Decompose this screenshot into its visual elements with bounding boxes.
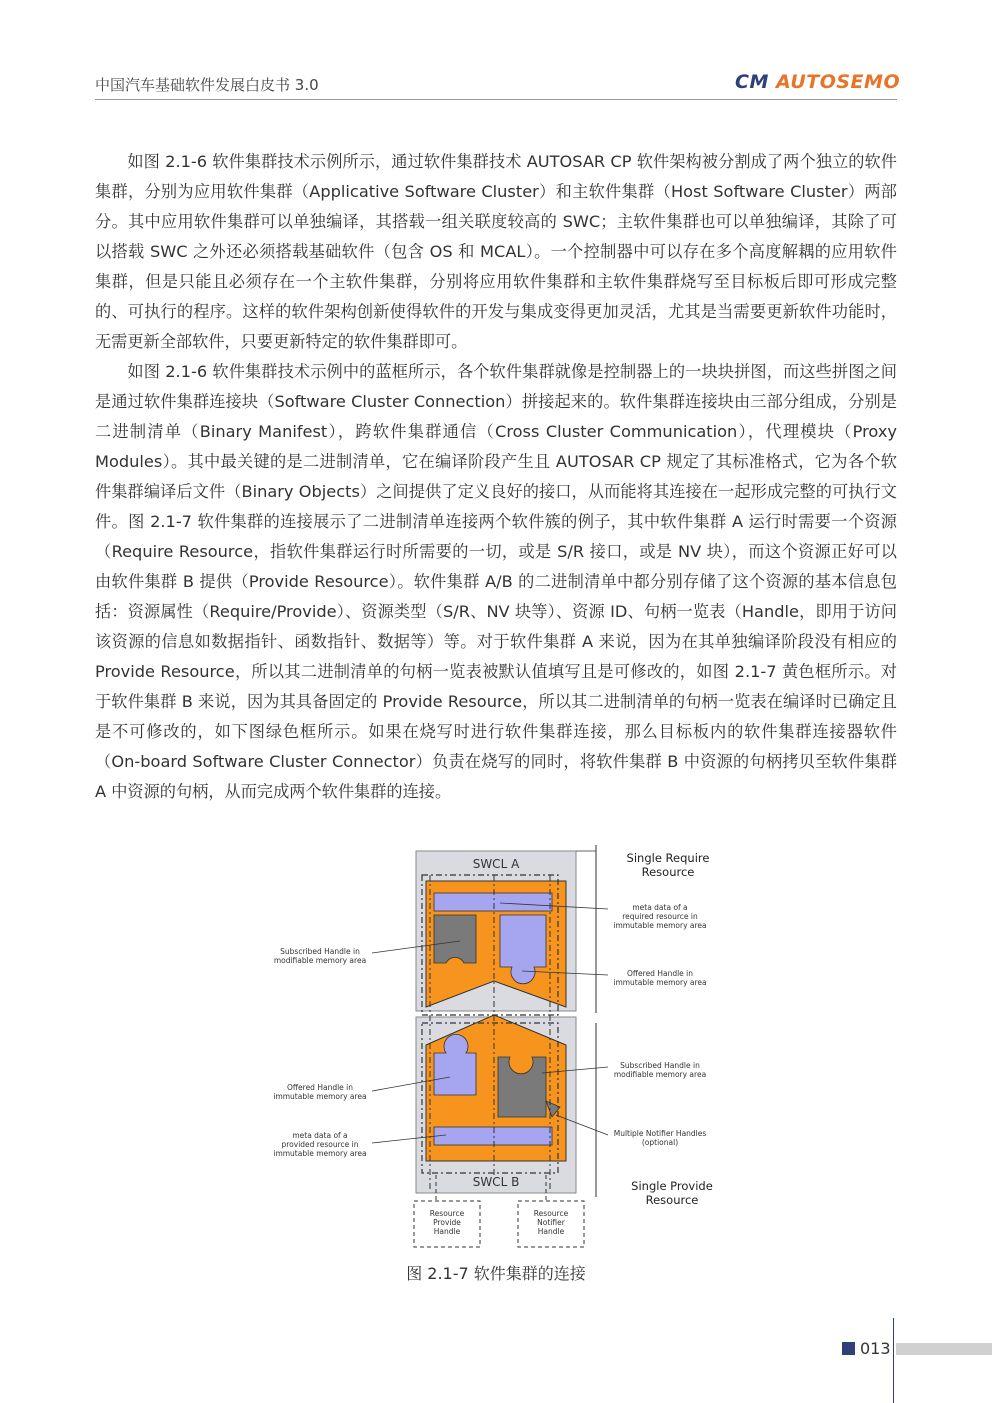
resource-notifier-handle-label: Resource Notifier Handle xyxy=(533,1209,569,1236)
subscribed-handle-left-label: Subscribed Handle in modifiable memory area xyxy=(273,947,367,965)
page-number: 013 xyxy=(860,1339,891,1358)
offered-handle-right-label: Offered Handle in immutable memory area xyxy=(613,969,707,987)
single-require-label: Single Require Resource xyxy=(626,851,710,879)
body-text xyxy=(95,147,897,807)
swcl-b-label: SWCL B xyxy=(472,1175,520,1189)
single-provide-label: Single Provide Resource xyxy=(631,1179,713,1207)
header-title: 中国汽车基础软件发展白皮书 3.0 xyxy=(95,76,319,94)
meta-required-label: meta data of a required resource in immutable memory area xyxy=(613,903,707,930)
logo-mark: CM xyxy=(735,71,769,93)
footer-vertical-rule xyxy=(893,1318,894,1403)
subscribed-handle-right-label: Subscribed Handle in modifiable memory area xyxy=(613,1061,707,1079)
swcl-a-subscribed-handle xyxy=(434,915,476,963)
header-divider xyxy=(95,99,897,100)
page-number-marker xyxy=(842,1342,855,1355)
offered-handle-left-label: Offered Handle in immutable memory area xyxy=(273,1083,367,1101)
autosemo-logo xyxy=(735,71,900,93)
swcl-a-label: SWCL A xyxy=(472,857,520,871)
meta-provided-label: meta data of a provided resource in immutable memory area xyxy=(273,1131,367,1158)
figure-caption: 图 2.1-7 软件集群的连接 xyxy=(406,1264,586,1283)
resource-provide-handle-label: Resource Provide Handle xyxy=(429,1209,465,1236)
swcl-a-meta-bar xyxy=(434,893,552,911)
paragraph-2: 如图 2.1-6 软件集群技术示例中的蓝框所示，各个软件集群就像是控制器上的一块块拼图，而这些拼图之间是通过软件集群连接块（Software Cluster Connection）拼接起来的。软件集群连接块由三部分组成，分别是二进制清单（Binary Manifest），跨软件集群通信（Cross Cluster Communication），代理模块（Proxy Modules）。其中最关键的是二进制清单，它在编译阶段产生且 AUTOSAR CP 规定了其标准格式，它为各个软件集群编译后文件（Binary Objects）之间提供了定义良好的接口，从而能将其连接在一起形成完整的可执行文件。图 2.1-7 软件集群的连接展示了二进制清单连接两个软件簇的例子，其中软件集群 A 运行时需要一个资源（Require Resource，指软件集群运行时所需要的一切，或是 S/R 接口，或是 NV 块），而这个资源正好可以由软件集群 B 提供（Provide Resource）。软件集群 A/B 的二进制清单中都分别存储了这个资源的基本信息包括：资源属性（Require/Provide）、资源类型（S/R、NV 块等）、资源 ID、句柄一览表（Handle，即用于访问该资源的信息如数据指针、函数指针、数据等）等。对于软件集群 A 来说，因为在其单独编译阶段没有相应的 Provide Resource，所以其二进制清单的句柄一览表被默认值填写且是可修改的，如图 2.1-7 黄色框所示。对于软件集群 B 来说，因为其具备固定的 Provide Resource，所以其二进制清单的句柄一览表在编译时已确定且是不可修改的，如下图绿色框所示。如果在烧写时进行软件集群连接，那么目标板内的软件集群连接器软件（On-board Software Cluster Connector）负责在烧写的同时，将软件集群 B 中资源的句柄拷贝至软件集群 A 中资源的句柄，从而完成两个软件集群的连接。 xyxy=(95,362,897,801)
multiple-notifier-label: Multiple Notifier Handles (optional) xyxy=(613,1129,707,1147)
software-cluster-connection-figure xyxy=(260,845,730,1255)
footer-bar xyxy=(896,1343,992,1355)
paragraph-1: 如图 2.1-6 软件集群技术示例所示，通过软件集群技术 AUTOSAR CP 软件架构被分割成了两个独立的软件集群，分别为应用软件集群（Applicative Software Cluster）和主软件集群（Host Software Cluster）两部分。其中应用软件集群可以单独编译，其搭载一组关联度较高的 SWC；主软件集群也可以单独编译，其除了可以搭载 SWC 之外还必须搭载基础软件（包含 OS 和 MCAL）。一个控制器中可以存在多个高度解耦的应用软件集群，但是只能且必须存在一个主软件集群，分别将应用软件集群和主软件集群烧写至目标板后即可形成完整的、可执行的程序。这样的软件架构创新使得软件的开发与集成变得更加灵活，尤其是当需要更新软件功能时，无需更新全部软件，只要更新特定的软件集群即可。 xyxy=(95,152,897,351)
logo-text: AUTOSEMO xyxy=(775,71,901,93)
swcl-b-meta-bar xyxy=(434,1127,552,1145)
